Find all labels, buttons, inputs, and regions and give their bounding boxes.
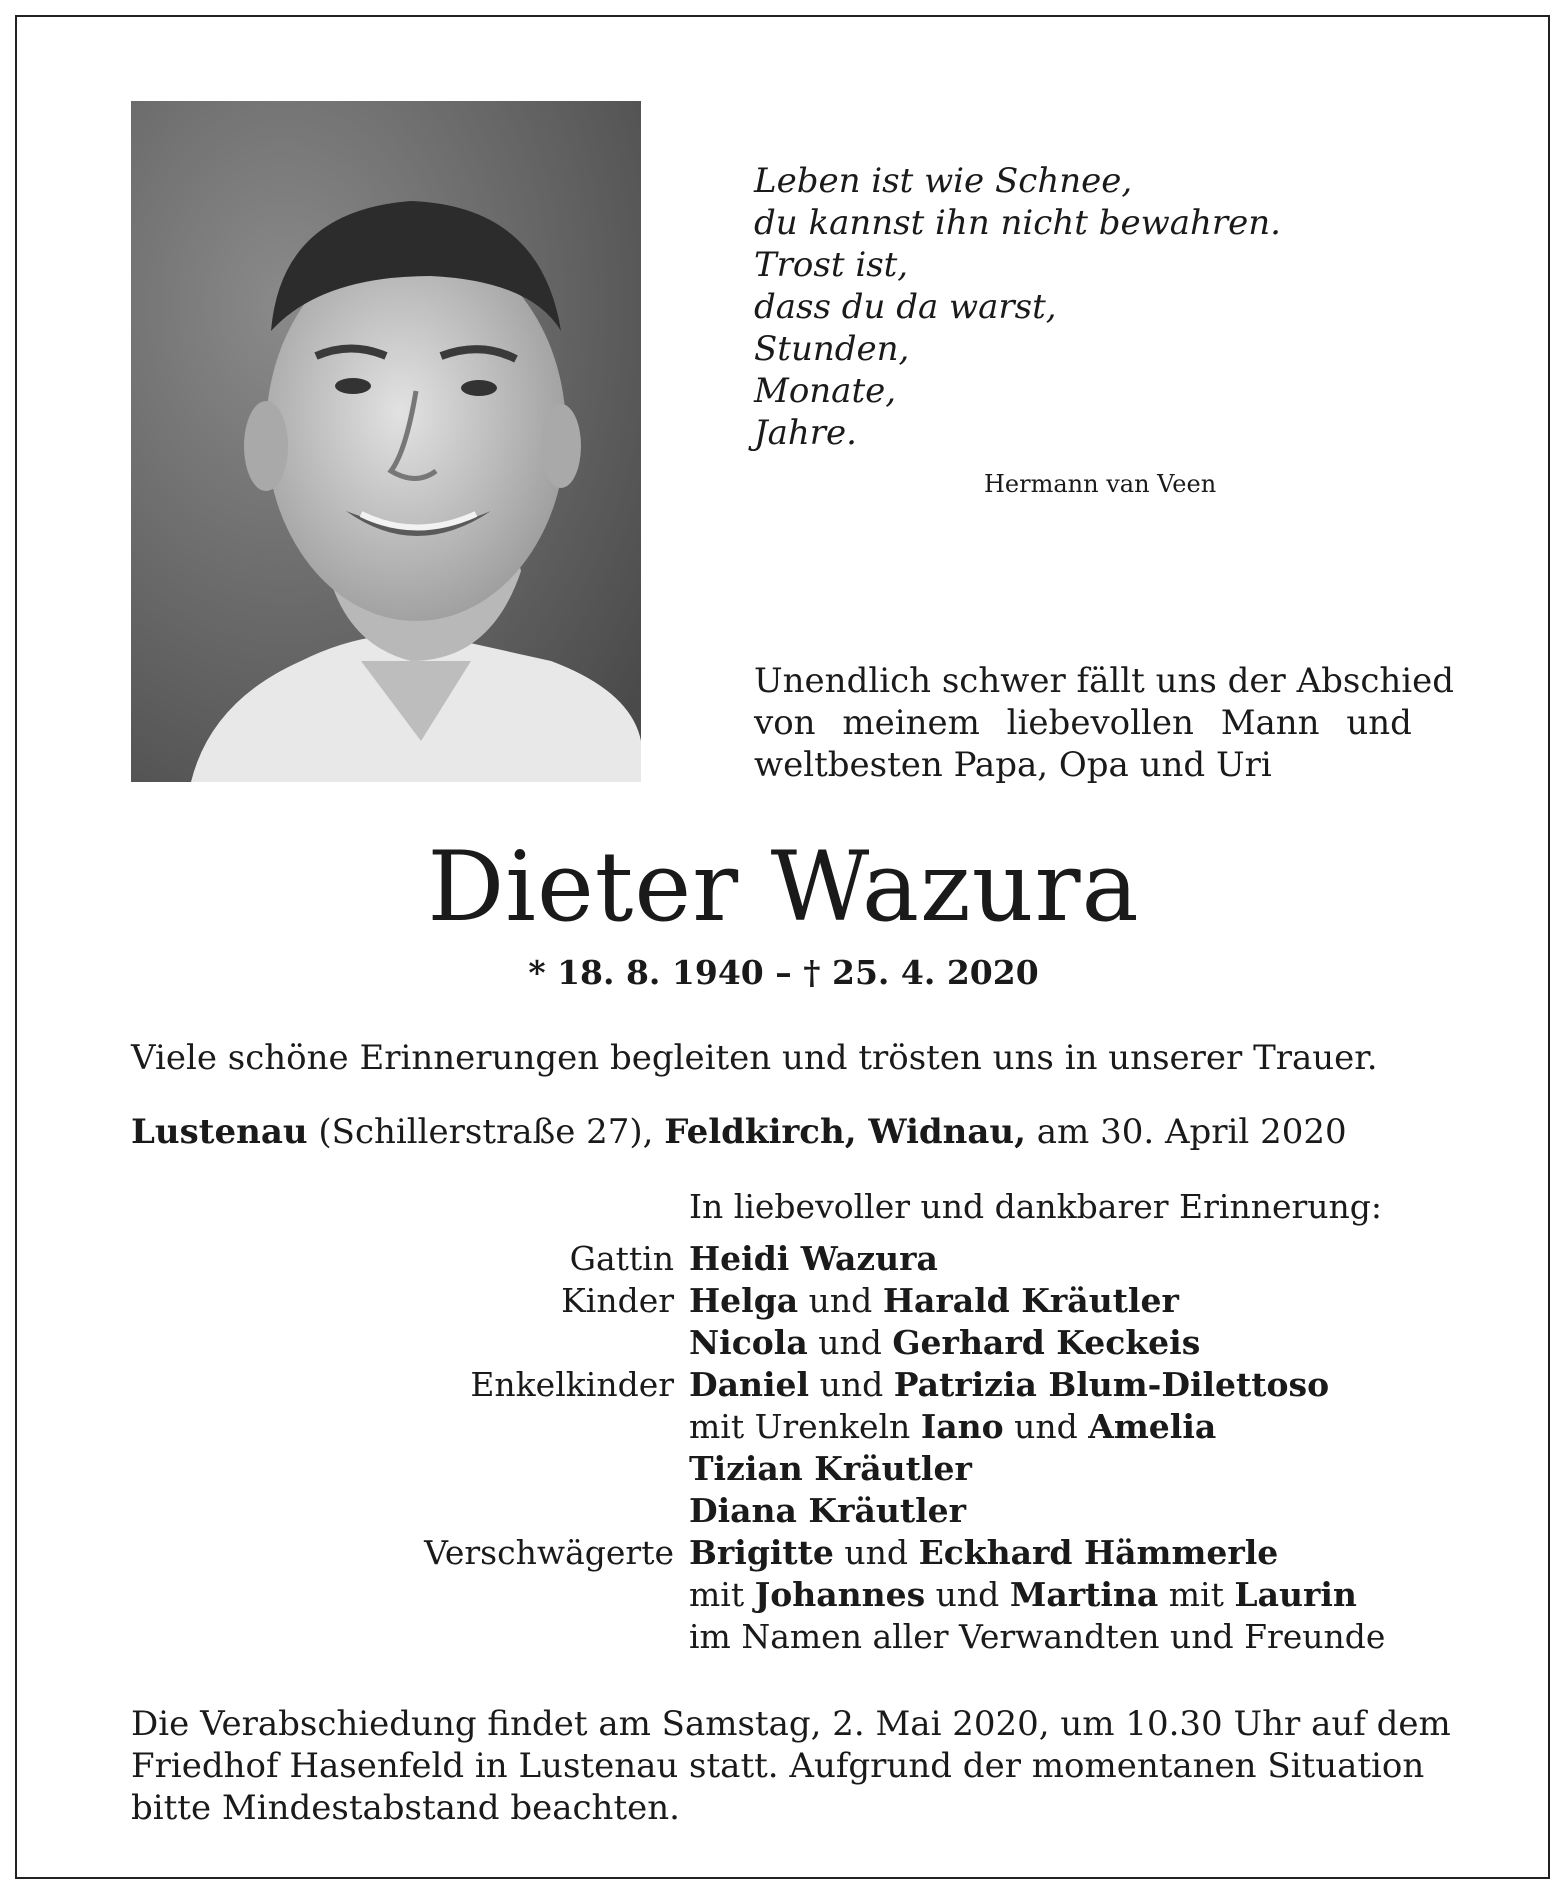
family-row [131,1490,1431,1532]
family-row [131,1238,1431,1280]
family-row [131,1364,1431,1406]
family-row [131,1532,1431,1574]
family-name: Harald Kräutler [882,1281,1179,1320]
family-name: Diana Kräutler [689,1491,967,1530]
family-list [131,1238,1431,1658]
poem-author: Hermann van Veen [984,470,1217,498]
intro-text [754,660,1455,786]
place-date-line [131,1112,1347,1152]
poem-line: Monate, [754,371,897,411]
family-row [131,1280,1431,1322]
family-row [131,1574,1431,1616]
portrait-illustration [131,101,641,782]
family-name: Patrizia Blum-Dilettoso [893,1365,1330,1404]
family-name: Eckhard Hämmerle [918,1533,1279,1572]
service-line: bitte Mindestabstand beachten. [131,1788,680,1828]
service-line: Die Verabschiedung findet am Samstag, 2. Mai 2020, um 10.30 Uhr auf dem [131,1704,1451,1744]
family-closing: im Namen aller Verwandten und Freunde [689,1617,1386,1656]
place-town: Lustenau [131,1112,308,1152]
family-role: Kinder [561,1281,674,1320]
family-role-empty [131,1406,689,1448]
family-name: Nicola [689,1323,808,1362]
deceased-name: Dieter Wazura [427,831,1140,943]
service-info [131,1703,1451,1829]
conjunction: und [808,1281,873,1320]
urenkel-prefix: mit Urenkeln [689,1407,911,1446]
family-name: Heidi Wazura [689,1239,938,1278]
family-role-empty [131,1448,689,1490]
intro-line: Unendlich schwer fällt uns der Abschied [754,661,1455,701]
conjunction: mit [1168,1575,1224,1614]
conjunction: und [935,1575,1000,1614]
poem-line: du kannst ihn nicht bewahren. [754,203,1281,243]
family-name: Iano [920,1407,1004,1446]
family-row [131,1448,1431,1490]
family-row [131,1616,1431,1658]
family-name: Gerhard Keckeis [892,1323,1201,1362]
family-role: Verschwägerte [424,1533,674,1572]
conjunction: und [818,1323,882,1362]
family-role: Gattin [569,1239,674,1278]
poem-line: Jahre. [754,413,857,453]
family-name: Brigitte [689,1533,834,1572]
poem-line: Stunden, [754,329,910,369]
conjunction: und [1014,1407,1078,1446]
portrait-photo [131,101,641,782]
intro-line: von meinem liebevollen Mann und [754,703,1412,743]
family-name: Amelia [1088,1407,1217,1446]
family-role-empty [131,1616,689,1658]
family-role-empty [131,1490,689,1532]
conjunction: mit [689,1575,745,1614]
family-name: Tizian Kräutler [689,1449,972,1488]
family-name: Martina [1009,1575,1159,1614]
family-role-empty [131,1322,689,1364]
family-name: Laurin [1234,1575,1357,1614]
poem-line: Trost ist, [754,245,909,285]
intro-line: weltbesten Papa, Opa und Uri [754,745,1272,785]
conjunction: und [844,1533,909,1572]
poem-line: Leben ist wie Schnee, [754,161,1133,201]
family-name: Daniel [689,1365,810,1404]
place-date: am 30. April 2020 [1025,1112,1347,1152]
family-role: Enkelkinder [470,1365,674,1404]
poem [754,160,1281,454]
thanks-heading: In liebevoller und dankbarer Erinnerung: [689,1187,1382,1226]
conjunction: und [819,1365,884,1404]
family-name: Helga [689,1281,799,1320]
life-dates: * 18. 8. 1940 – † 25. 4. 2020 [528,953,1039,992]
family-role-empty [131,1574,689,1616]
memory-line: Viele schöne Erinnerungen begleiten und trösten uns in unserer Trauer. [131,1038,1378,1078]
place-address: (Schillerstraße 27), [307,1112,665,1152]
service-line: Friedhof Hasenfeld in Lustenau statt. Aufgrund der momentanen Situation [131,1746,1425,1786]
family-row [131,1406,1431,1448]
family-name: Johannes [754,1575,926,1614]
place-towns: Feldkirch, Widnau, [664,1112,1026,1152]
poem-line: dass du da warst, [754,287,1057,327]
family-row [131,1322,1431,1364]
